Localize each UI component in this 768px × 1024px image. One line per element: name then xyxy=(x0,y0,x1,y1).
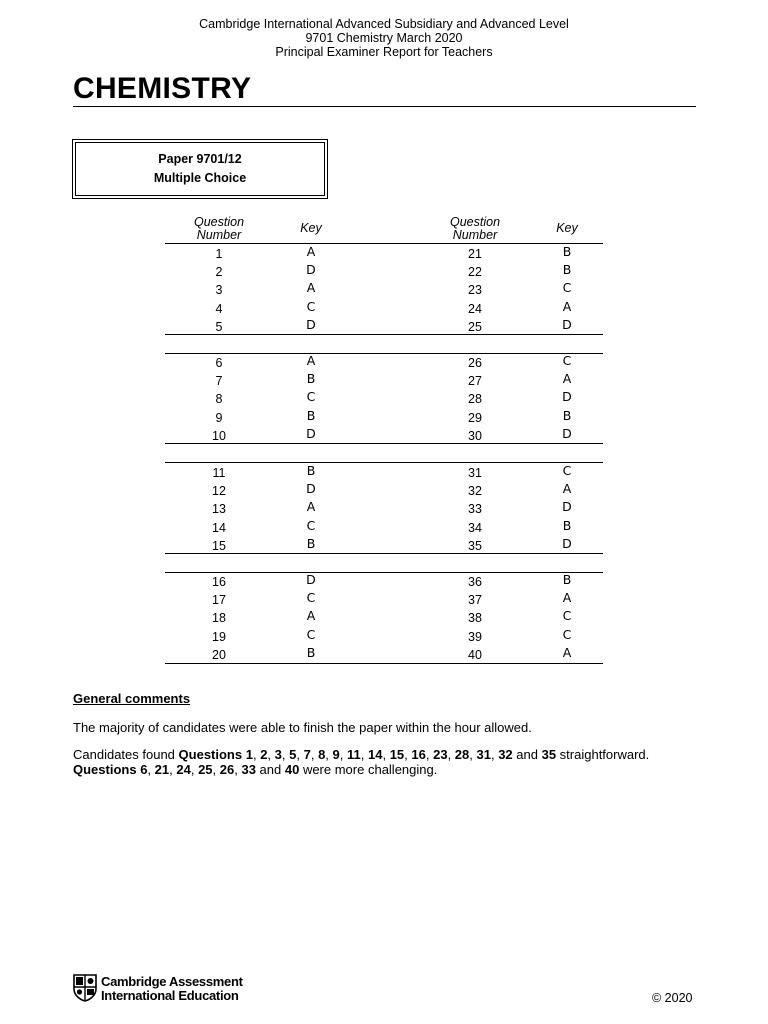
answer-key: B xyxy=(306,371,316,387)
key-header-left: Key xyxy=(300,221,322,235)
logo-line-2: International Education xyxy=(101,988,239,1003)
question-number: 34 xyxy=(468,520,482,535)
question-number: 3 xyxy=(215,283,223,298)
answer-key: C xyxy=(562,280,572,296)
table-bottom-rule xyxy=(165,663,603,664)
report-header-line2: 9701 Chemistry March 2020 xyxy=(305,31,463,45)
question-number: 36 xyxy=(468,575,482,589)
question-ref: 26 xyxy=(219,762,235,777)
question-number: 1 xyxy=(215,247,223,261)
answer-key: C xyxy=(306,517,316,533)
question-ref: 7 xyxy=(303,747,311,762)
question-number: 27 xyxy=(468,374,482,389)
question-ref: 2 xyxy=(260,747,268,762)
answer-key: D xyxy=(562,499,572,515)
question-number-header-right xyxy=(445,216,505,242)
answer-key: B xyxy=(306,535,316,551)
question-number: 16 xyxy=(212,575,226,589)
answer-key: D xyxy=(306,481,316,497)
answer-key: A xyxy=(562,371,572,387)
answer-key: C xyxy=(306,389,316,405)
question-number: 32 xyxy=(468,484,482,499)
answer-key: A xyxy=(306,499,316,515)
answer-key: C xyxy=(306,590,316,606)
question-ref: 3 xyxy=(274,747,282,762)
question-ref: 8 xyxy=(318,747,326,762)
answer-key: D xyxy=(562,535,572,551)
answer-key: C xyxy=(562,626,572,642)
answer-key: A xyxy=(562,481,572,497)
answer-key: A xyxy=(562,298,572,314)
answer-key: D xyxy=(562,389,572,405)
question-number: 18 xyxy=(212,611,226,626)
answer-key: B xyxy=(562,244,572,259)
comment-paragraph-1: The majority of candidates were able to finish the paper within the hour allowed. xyxy=(73,720,532,735)
question-number: 6 xyxy=(215,356,223,370)
question-number: 8 xyxy=(215,392,223,407)
subject-title: CHEMISTRY xyxy=(73,72,252,105)
question-number: 12 xyxy=(212,484,226,499)
answer-key: B xyxy=(306,463,316,478)
question-number: 7 xyxy=(215,374,223,389)
group-bottom-rule xyxy=(165,443,603,444)
answer-key: A xyxy=(562,590,572,606)
question-number: 11 xyxy=(212,466,226,480)
comment-paragraph-2: Candidates found Questions 1, 2, 3, 5, 7, 8, 9, 11, 14, 15, 16, 23, 28, 31, 32 and 35 straightforward. Questions 6, 21, 24, 25, 26, 33 and 40 were more challenging. xyxy=(73,747,650,777)
table-rule xyxy=(165,243,603,244)
question-number: 5 xyxy=(215,319,223,334)
paper-type: Multiple Choice xyxy=(153,171,247,185)
answer-key: B xyxy=(562,407,572,423)
paper-code: Paper 9701/12 xyxy=(158,152,242,166)
cambridge-shield-logo-icon xyxy=(73,974,97,1007)
question-ref: 11 xyxy=(347,747,361,762)
answer-key: D xyxy=(562,316,572,332)
question-number: 23 xyxy=(468,283,482,298)
group-top-rule xyxy=(165,462,603,463)
group-bottom-rule xyxy=(165,334,603,335)
question-number: 21 xyxy=(468,247,482,261)
question-number: 19 xyxy=(212,629,226,644)
answer-key: A xyxy=(306,244,316,259)
question-ref: 33 xyxy=(241,762,256,777)
question-number: 4 xyxy=(215,301,223,316)
question-number: 25 xyxy=(468,319,482,334)
question-header-line1: Question xyxy=(449,215,501,229)
question-ref: 31 xyxy=(476,747,491,762)
question-number: 30 xyxy=(468,428,482,443)
group-top-rule xyxy=(165,572,603,573)
question-ref: 40 xyxy=(284,762,300,777)
group-top-rule xyxy=(165,353,603,354)
answer-key: A xyxy=(306,353,316,368)
answer-key: C xyxy=(562,463,572,478)
question-header-line2: Number xyxy=(452,228,498,242)
question-number: 17 xyxy=(212,593,226,608)
question-number-header-left xyxy=(189,216,249,242)
general-comments-heading: General comments xyxy=(73,691,191,706)
question-ref: 1 xyxy=(245,747,253,762)
question-number: 14 xyxy=(212,520,226,535)
key-header-right: Key xyxy=(556,221,578,235)
paper-box-inner-border xyxy=(75,142,325,196)
question-ref: 15 xyxy=(389,747,405,762)
logo-wordmark xyxy=(101,975,243,1003)
question-ref: 9 xyxy=(332,747,340,762)
question-ref: 32 xyxy=(498,747,513,762)
question-ref: 21 xyxy=(154,762,170,777)
question-number: 33 xyxy=(468,502,482,517)
question-header-line1: Question xyxy=(193,215,245,229)
group-bottom-rule xyxy=(165,553,603,554)
question-number: 24 xyxy=(468,301,482,316)
question-ref: 35 xyxy=(541,747,557,762)
logo-line-1: Cambridge Assessment xyxy=(101,974,243,989)
question-number: 9 xyxy=(215,410,223,425)
question-ref: 28 xyxy=(454,747,470,762)
answer-key: C xyxy=(306,298,316,314)
question-number: 20 xyxy=(212,647,226,662)
question-header-line2: Number xyxy=(196,228,242,242)
answer-key: B xyxy=(306,644,316,660)
answer-key: C xyxy=(562,353,572,368)
question-number: 15 xyxy=(212,538,226,553)
question-number: 40 xyxy=(468,647,482,662)
question-number: 22 xyxy=(468,265,482,280)
question-ref: 5 xyxy=(289,747,297,762)
question-number: 31 xyxy=(468,466,482,480)
question-number: 28 xyxy=(468,392,482,407)
question-number: 29 xyxy=(468,410,482,425)
question-number: 39 xyxy=(468,629,482,644)
answer-key: D xyxy=(306,316,316,332)
answer-key: A xyxy=(562,644,572,660)
answer-key: C xyxy=(562,608,572,624)
answer-key: B xyxy=(306,407,316,423)
title-rule xyxy=(73,106,696,107)
answer-key: B xyxy=(562,517,572,533)
question-number: 10 xyxy=(212,428,226,443)
question-ref: 6 xyxy=(140,762,148,777)
copyright: © 2020 xyxy=(652,991,693,1005)
answer-key: D xyxy=(306,572,316,587)
questions-label: Questions xyxy=(178,747,246,762)
report-header-line1: Cambridge International Advanced Subsidiary and Advanced Level xyxy=(199,17,569,31)
answer-key: A xyxy=(306,608,316,624)
question-number: 37 xyxy=(468,593,482,608)
paper-box xyxy=(72,139,328,199)
question-number: 26 xyxy=(468,356,482,370)
question-number: 13 xyxy=(212,502,226,517)
question-ref: 25 xyxy=(198,762,213,777)
answer-key: B xyxy=(562,572,572,587)
question-ref: 16 xyxy=(411,747,426,762)
question-number: 38 xyxy=(468,611,482,626)
question-ref: 23 xyxy=(433,747,448,762)
question-ref: 14 xyxy=(367,747,383,762)
answer-key: B xyxy=(562,262,572,278)
answer-key: C xyxy=(306,626,316,642)
question-number: 35 xyxy=(468,538,482,553)
answer-key: D xyxy=(306,425,316,441)
answer-key: A xyxy=(306,280,316,296)
questions-label: Questions xyxy=(73,762,141,777)
answer-key: D xyxy=(306,262,316,278)
question-number: 2 xyxy=(215,265,223,280)
answer-key: D xyxy=(562,425,572,441)
question-ref: 24 xyxy=(176,762,191,777)
report-header-line3: Principal Examiner Report for Teachers xyxy=(275,45,493,59)
